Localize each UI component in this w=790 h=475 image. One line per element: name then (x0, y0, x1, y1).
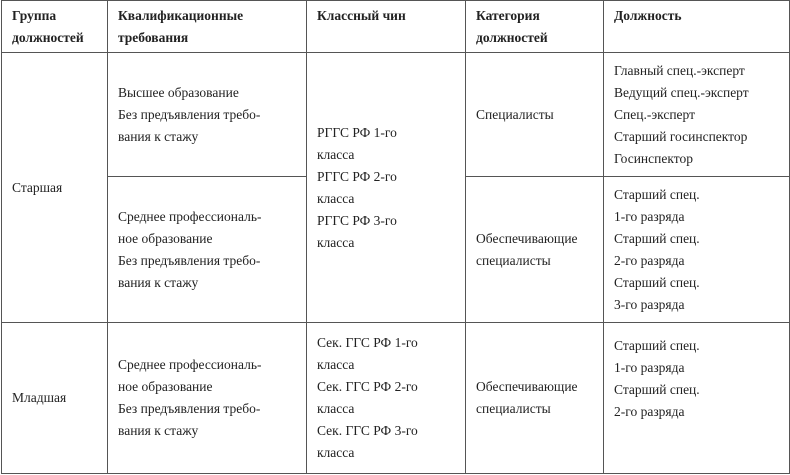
cell-line: 3-го разряда (614, 296, 685, 312)
cell-line: Без предъявления требо- (118, 106, 261, 122)
cell-line: РГГС РФ 2-го (317, 168, 397, 184)
cell-line: Сек. ГГС РФ 2-го (317, 379, 418, 394)
rank-cell (307, 53, 466, 323)
cell-line: Среднее профессиональ- (118, 208, 262, 224)
cell-line: ное образование (118, 379, 213, 394)
cell-line: класса (317, 146, 355, 162)
cell-line: класса (317, 190, 355, 206)
cell-line: РГГС РФ 3-го (317, 212, 397, 228)
cell-line: класса (317, 401, 355, 416)
cell-line: специалисты (476, 252, 551, 268)
position-cell (604, 53, 790, 177)
cell-line: Сек. ГГС РФ 3-го (317, 423, 418, 438)
group-cell (2, 53, 108, 323)
cell-line: Без предъявления требо- (118, 252, 261, 268)
header-line: Классный чин (317, 8, 406, 23)
cell-line: Среднее профессиональ- (118, 357, 262, 372)
table-row (2, 323, 790, 474)
cell-line: Главный спец.-эксперт (614, 62, 745, 78)
cell-line: РГГС РФ 1-го (317, 124, 397, 140)
cell-line: Старший спец. (614, 274, 700, 290)
position-cell (604, 323, 790, 474)
requirements-cell (108, 323, 307, 474)
cell-line: Старший госинспектор (614, 128, 748, 144)
group-label: Старшая (12, 179, 63, 195)
category-cell (466, 323, 604, 474)
cell-line: класса (317, 445, 355, 460)
header-line: Должность (614, 8, 682, 23)
position-cell (604, 177, 790, 323)
table-row (2, 53, 790, 177)
category-cell (466, 53, 604, 177)
cell-line: 2-го разряда (614, 404, 685, 419)
group-label: Младшая (12, 390, 67, 405)
header-line: Квалификационные (118, 8, 244, 23)
header-position (604, 1, 790, 53)
category-cell (466, 177, 604, 323)
cell-line: Обеспечивающие (476, 379, 578, 394)
cell-line: Обеспечивающие (476, 230, 578, 246)
cell-line: вания к стажу (118, 128, 199, 144)
cell-line: вания к стажу (118, 274, 199, 290)
cell-line: Старший спец. (614, 382, 700, 397)
cell-line: Спец.-эксперт (614, 106, 696, 122)
cell-line: 1-го разряда (614, 208, 685, 224)
cell-line: вания к стажу (118, 423, 199, 438)
cell-line: ное образование (118, 230, 213, 246)
cell-line: Старший спец. (614, 338, 700, 353)
requirements-cell (108, 177, 307, 323)
header-line: должностей (476, 30, 548, 45)
cell-line: специалисты (476, 401, 551, 416)
cell-line: Старший спец. (614, 186, 700, 202)
cell-line: класса (317, 357, 355, 372)
group-cell (2, 323, 108, 474)
header-line: Группа (12, 8, 57, 23)
cell-line: Без предъявления требо- (118, 401, 261, 416)
cell-line: Госинспектор (614, 150, 693, 166)
header-group (2, 1, 108, 53)
cell-line: Старший спец. (614, 230, 700, 246)
cell-line: Специалисты (476, 106, 554, 122)
positions-table (1, 0, 790, 474)
cell-line: 2-го разряда (614, 252, 685, 268)
cell-line: 1-го разряда (614, 360, 685, 375)
cell-line: Сек. ГГС РФ 1-го (317, 335, 418, 350)
header-line: Категория (476, 8, 540, 23)
header-line: требования (118, 30, 189, 45)
cell-line: Ведущий спец.-эксперт (614, 84, 749, 100)
header-category (466, 1, 604, 53)
rank-cell (307, 323, 466, 474)
header-rank (307, 1, 466, 53)
cell-line: класса (317, 234, 355, 250)
header-requirements (108, 1, 307, 53)
requirements-cell (108, 53, 307, 177)
header-line: должностей (12, 30, 84, 45)
cell-line: Высшее образование (118, 84, 239, 100)
header-row (2, 1, 790, 53)
